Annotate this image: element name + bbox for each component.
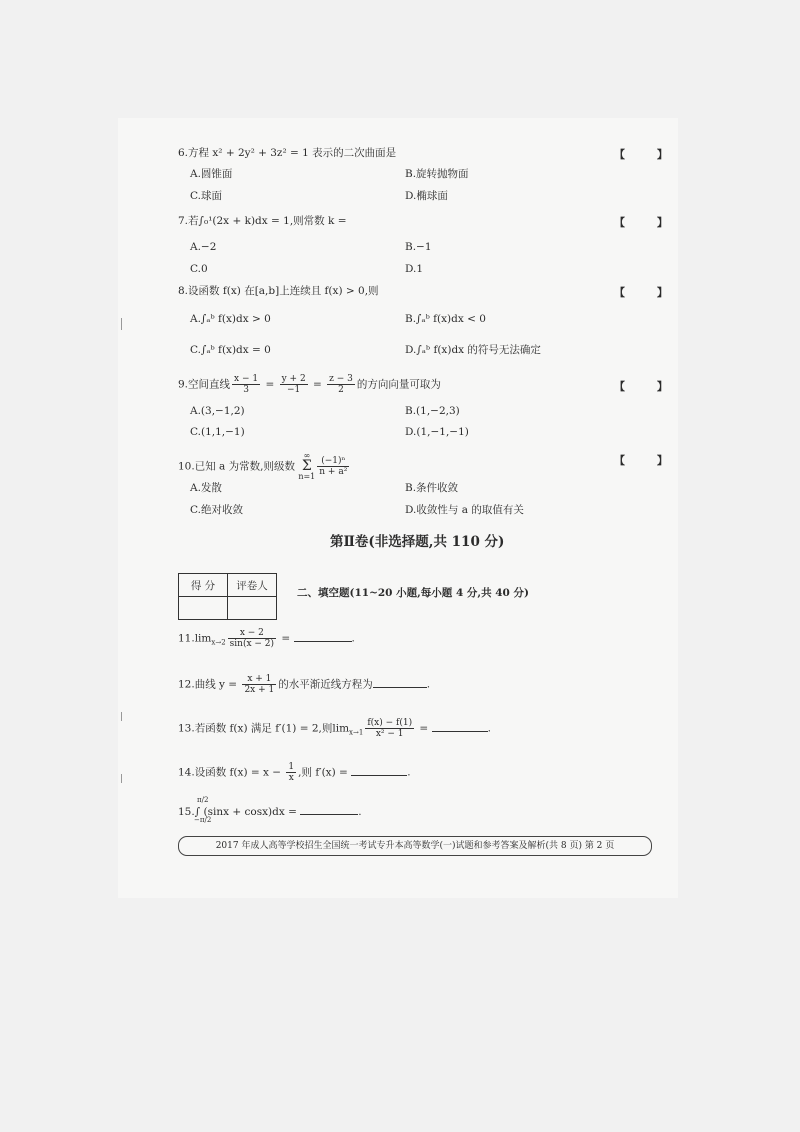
question-15-text: 15.∫ (sinx + cosx)dx = <box>178 806 301 818</box>
limit-subscript: x→1 <box>349 728 364 737</box>
question-12-suffix: 的水平渐近线方程为 <box>278 678 373 691</box>
question-6-option-d: D.椭球面 <box>405 190 448 202</box>
question-10-option-d: D.收敛性与 a 的取值有关 <box>405 504 524 516</box>
question-6-option-c: C.球面 <box>190 190 222 202</box>
question-10-option-a: A.发散 <box>190 482 222 494</box>
score-table <box>178 573 277 620</box>
question-9-stem: 9.空间直线 $\frac{x - 1}{3}$ = $\frac{y + 2}{-1}$ = $\frac{z - 3}{2}$ 的方向向量可取为 <box>178 374 441 395</box>
section-title: 第Ⅱ卷(非选择题,共 110 分) <box>330 534 505 550</box>
numerator: x − 1 <box>234 374 259 384</box>
numerator: z − 3 <box>329 374 353 384</box>
limit-subscript: x→2 <box>211 638 226 647</box>
question-7-option-d: D.1 <box>405 263 424 275</box>
denominator: sin(x − 2) <box>229 639 275 649</box>
score-cell <box>179 597 228 620</box>
numerator: f(x) − f(1) <box>367 718 413 728</box>
denominator: −1 <box>286 385 301 395</box>
question-15: 15.∫ (sinx + cosx)dx = . <box>178 806 362 818</box>
answer-bracket-8: 【 】 <box>614 286 682 299</box>
question-10-stem <box>178 452 351 481</box>
question-11-suffix: = <box>278 632 294 645</box>
question-9-option-d: D.(1,−1,−1) <box>405 426 469 438</box>
question-6-stem: 6.方程 x² + 2y² + 3z² = 1 表示的二次曲面是 <box>178 147 397 159</box>
answer-blank-11 <box>294 631 352 642</box>
denominator: x² − 1 <box>375 729 404 739</box>
answer-bracket-6: 【 】 <box>614 148 682 161</box>
question-11-prefix: 11.lim <box>178 632 212 645</box>
answer-bracket-7: 【 】 <box>614 216 682 229</box>
question-13-prefix: 13.若函数 f(x) 满足 f′(1) = 2,则lim <box>178 722 350 735</box>
question-14: 14.设函数 f(x) = x − $\frac{1}{x}$ ,则 f′(x) = . <box>178 762 411 783</box>
numerator: x + 1 <box>242 674 276 685</box>
denominator: 2 <box>338 385 344 395</box>
sigma-symbol: Σ <box>301 458 312 474</box>
question-7-option-b: B.−1 <box>405 241 432 253</box>
question-12-prefix: 12.曲线 y = <box>178 678 241 691</box>
question-14-prefix: 14.设函数 f(x) = x − <box>178 766 285 779</box>
question-10-option-c: C.绝对收敛 <box>190 504 243 516</box>
question-6-option-a: A.圆锥面 <box>190 168 233 180</box>
scan-mark <box>121 712 122 721</box>
denominator: x <box>288 773 294 783</box>
denominator: n + a² <box>319 467 348 477</box>
numerator: y + 2 <box>281 374 306 384</box>
question-8-option-b: B.∫ₐᵇ f(x)dx < 0 <box>405 313 486 325</box>
numerator: (−1)ⁿ <box>317 456 349 467</box>
answer-bracket-9: 【 】 <box>614 380 682 393</box>
question-6-option-b: B.旋转抛物面 <box>405 168 469 180</box>
question-9-stem-prefix: 9.空间直线 <box>178 378 231 391</box>
question-10-stem-prefix: 10.已知 a 为常数,则级数 <box>178 460 299 473</box>
integral-lower-limit: −π/2 <box>194 816 212 824</box>
denominator: 3 <box>243 385 249 395</box>
question-13: 13.若函数 f(x) 满足 f′(1) = 2,则$\lim_{x\to 1}$ $\frac{f(x) - f(1)}{\text{x² − 1}}$ = . <box>178 718 491 739</box>
question-8-option-a: A.∫ₐᵇ f(x)dx > 0 <box>190 313 271 325</box>
fraction <box>327 374 355 395</box>
answer-blank-13 <box>432 721 488 732</box>
series-upper: ∞ <box>303 451 311 460</box>
answer-bracket-10: 【 】 <box>614 454 682 467</box>
question-12: 12.曲线 y = $\frac{x + 1}{2x + 1}$ 的水平渐近线方程为 . <box>178 674 431 695</box>
numerator: x − 2 <box>228 628 276 639</box>
page-footer: 2017 年成人高等学校招生全国统一考试专升本高等数学(一)试题和参考答案及解析(共 8 页) 第 2 页 <box>178 836 652 856</box>
question-8-stem: 8.设函数 f(x) 在[a,b]上连续且 f(x) > 0,则 <box>178 285 379 297</box>
question-8-option-c: C.∫ₐᵇ f(x)dx = 0 <box>190 344 271 356</box>
fraction <box>280 374 308 395</box>
integral-upper-limit: π/2 <box>197 796 209 804</box>
question-9-option-b: B.(1,−2,3) <box>405 405 460 417</box>
question-14-suffix: ,则 f′(x) = <box>298 766 352 779</box>
question-9-stem-suffix: 的方向向量可取为 <box>356 378 441 391</box>
fraction <box>232 374 260 395</box>
fill-in-section-title: 二、填空题(11~20 小题,每小题 4 分,共 40 分) <box>297 587 529 599</box>
question-7-option-c: C.0 <box>190 263 208 275</box>
fraction <box>286 762 296 783</box>
question-11: $11.\lim_{x\to 2}$ $\frac{x - 2}{\sin(x - 2)}$ = . <box>178 628 355 649</box>
fraction <box>228 628 276 649</box>
question-13-suffix: = <box>416 722 432 735</box>
fraction <box>242 674 276 695</box>
question-7-stem: 7.若∫₀¹(2x + k)dx = 1,则常数 k = <box>178 215 347 227</box>
denominator: 2x + 1 <box>244 685 275 695</box>
numerator: 1 <box>288 762 295 772</box>
question-8-option-d: D.∫ₐᵇ f(x)dx 的符号无法确定 <box>405 344 541 356</box>
series-lower: n=1 <box>298 472 316 481</box>
answer-blank-14 <box>351 765 407 776</box>
answer-blank-12 <box>373 677 427 688</box>
question-9-option-a: A.(3,−1,2) <box>190 405 245 417</box>
fraction <box>365 718 414 739</box>
grader-header: 评卷人 <box>228 574 277 597</box>
series-sum <box>298 452 315 481</box>
scan-mark <box>121 318 122 330</box>
answer-blank-15 <box>300 804 358 815</box>
question-10-option-b: B.条件收敛 <box>405 482 459 494</box>
question-7-option-a: A.−2 <box>190 241 217 253</box>
grader-cell <box>228 597 277 620</box>
fraction <box>317 456 349 477</box>
question-9-option-c: C.(1,1,−1) <box>190 426 245 438</box>
scan-mark <box>121 774 122 783</box>
score-header: 得 分 <box>179 574 228 597</box>
